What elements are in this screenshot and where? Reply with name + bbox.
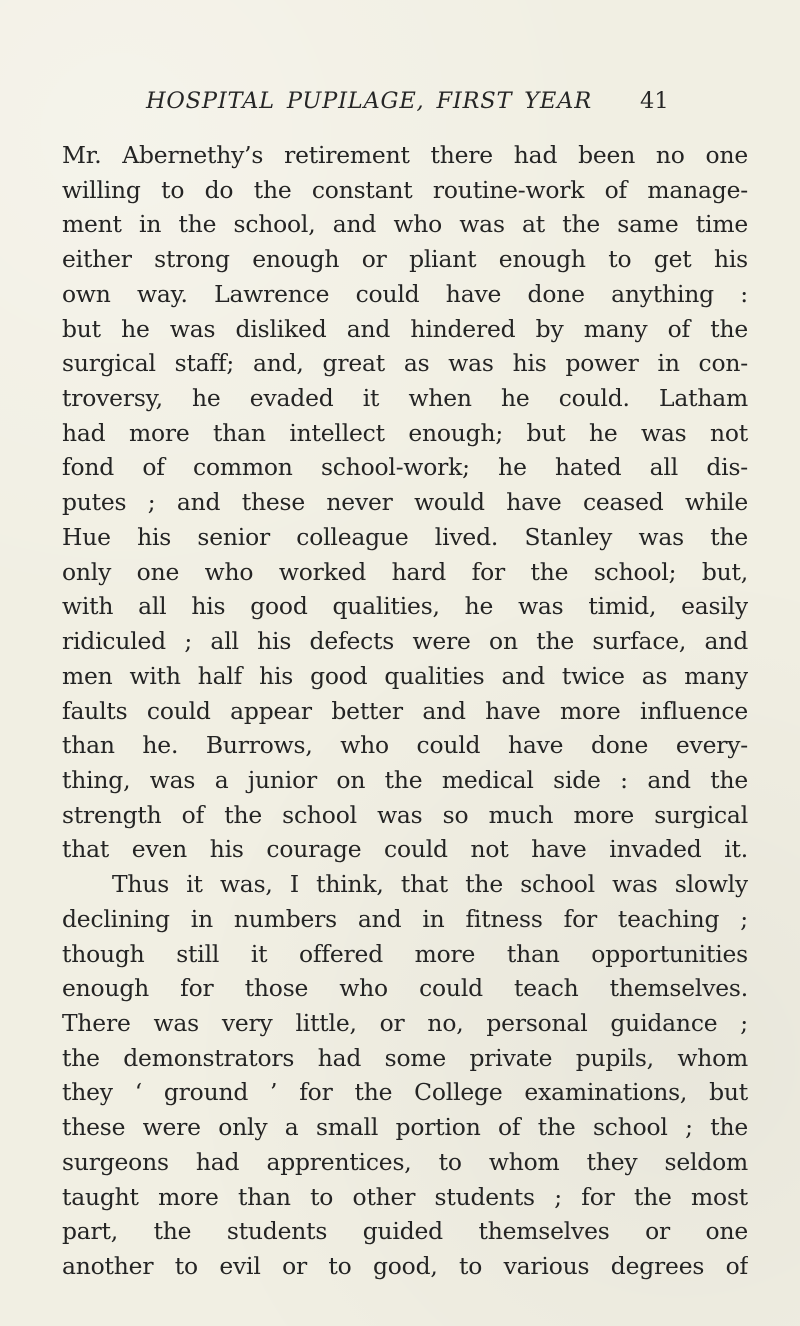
- text-line: that even his courage could not have invaded it.: [62, 835, 748, 864]
- text-line: own way. Lawrence could have done anything :: [62, 279, 748, 308]
- text-line: Hue his senior colleague lived. Stanley was the: [62, 522, 748, 551]
- text-line: ment in the school, and who was at the same time: [62, 210, 748, 239]
- page-number: 41: [640, 88, 669, 114]
- text-line: another to evil or to good, to various degrees of: [62, 1252, 748, 1280]
- text-line: these were only a small portion of the school ; the: [62, 1113, 748, 1142]
- text-line: the demonstrators had some private pupils, whom: [62, 1043, 748, 1072]
- running-head-title: HOSPITAL PUPILAGE, FIRST YEAR: [146, 88, 592, 114]
- text-line: with all his good qualities, he was timid, easily: [62, 592, 748, 621]
- text-line: men with half his good qualities and twice as many: [62, 661, 748, 690]
- text-line: they ‘ ground ’ for the College examinations, but: [62, 1078, 748, 1107]
- text-line: had more than intellect enough; but he was not: [62, 418, 748, 447]
- text-line: putes ; and these never would have ceased while: [62, 488, 748, 517]
- text-line: thing, was a junior on the medical side : and the: [62, 765, 748, 794]
- text-line: Mr. Abernethy’s retirement there had been no one: [62, 141, 748, 169]
- text-line: only one who worked hard for the school; but,: [62, 557, 748, 586]
- text-line: surgeons had apprentices, to whom they seldom: [62, 1147, 748, 1176]
- text-line: There was very little, or no, personal guidance ;: [62, 1008, 748, 1037]
- text-line: though still it offered more than opportunities: [62, 939, 748, 968]
- text-line: ridiculed ; all his defects were on the surface, and: [62, 627, 748, 656]
- text-line: either strong enough or pliant enough to get his: [62, 245, 748, 274]
- running-head: [0, 88, 800, 118]
- text-line: surgical staff; and, great as was his power in con-: [62, 349, 748, 378]
- paragraph-start-line: Thus it was, I think, that the school was slowly: [112, 870, 748, 899]
- text-line: than he. Burrows, who could have done every-: [62, 731, 748, 760]
- text-line: fond of common school-work; he hated all dis-: [62, 453, 748, 482]
- text-line: willing to do the constant routine-work of manage-: [62, 175, 748, 204]
- text-line: faults could appear better and have more influence: [62, 696, 748, 725]
- text-line: troversy, he evaded it when he could. Latham: [62, 384, 748, 413]
- text-line: taught more than to other students ; for the most: [62, 1182, 748, 1211]
- text-line: enough for those who could teach themselves.: [62, 974, 748, 1003]
- text-line: part, the students guided themselves or one: [62, 1217, 748, 1246]
- text-line: declining in numbers and in fitness for teaching ;: [62, 904, 748, 933]
- text-line: strength of the school was so much more surgical: [62, 800, 748, 829]
- text-line: but he was disliked and hindered by many of the: [62, 314, 748, 343]
- body-text: [62, 138, 748, 1284]
